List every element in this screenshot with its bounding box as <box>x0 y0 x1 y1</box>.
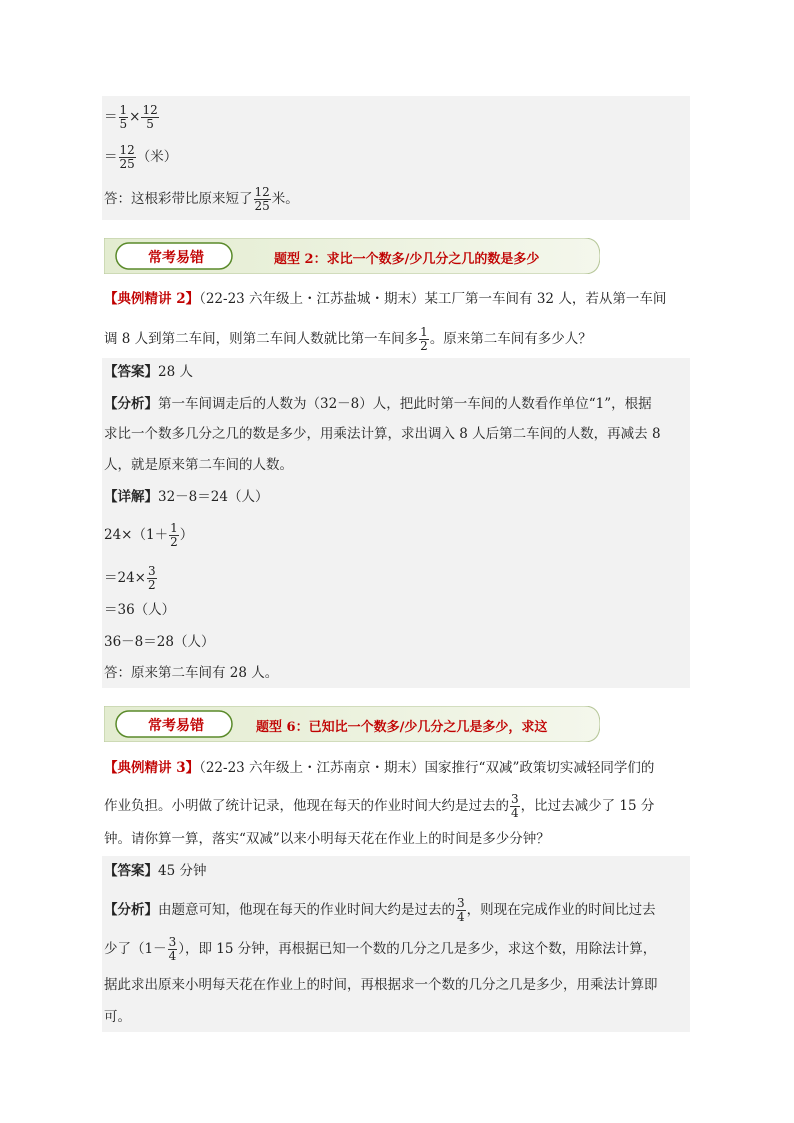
answer-row: 【答案】45 分钟 <box>104 863 207 879</box>
fraction: $\frac{12}{5}$ <box>142 103 158 131</box>
fraction: $\frac{3}{4}$ <box>511 792 519 820</box>
analysis-row-1: 【分析】第一车间调走后的人数为（32－8）人，把此时第一车间的人数看作单位“1”，根据 <box>104 396 652 412</box>
analysis-row-4: 可。 <box>104 1009 131 1025</box>
analysis-row-2: 求比一个数多几分之几的数是多少，用乘法计算，求出调入 8 人后第二车间的人数，再减去 8 <box>104 426 661 442</box>
fraction: $\frac{1}{2}$ <box>170 521 178 549</box>
fraction: $\frac{12}{25}$ <box>119 143 135 171</box>
banner-pill-label: 常考易错 <box>148 250 204 266</box>
banner-title: 题型 2：求比一个数多/少几分之几的数是多少 <box>274 252 540 267</box>
analysis-row-2: 少了（1－ $\frac{3}{4}$ ），即 15 分钟，再根据已知一个数的几分之几是多少，求这个数，用除法计算， <box>104 935 657 963</box>
detail-row-2: 24×（1＋ $\frac{1}{2}$ ） <box>104 521 194 549</box>
detail-row-4: ＝36（人） <box>104 602 176 618</box>
fraction: $\frac{3}{4}$ <box>168 935 177 963</box>
example-3-line-2: 作业负担。小明做了统计记录，他现在每天的作业时间大约是过去的 $\frac{3}{4}$ ，比过去减少了 15 分 <box>104 792 655 820</box>
answer-line-1: 答：这根彩带比原来短了 $\frac{12}{25}$ 米。 <box>104 185 299 213</box>
section-banner-2 <box>104 706 600 742</box>
example-2-line-2: 调 8 人到第二车间，则第二车间人数就比第一车间多 $\frac{1}{2}$ 。原来第二车间有多少人？ <box>104 325 592 353</box>
final-answer-row: 答：原来第二车间有 28 人。 <box>104 665 279 681</box>
fraction: $\frac{1}{2}$ <box>420 325 428 353</box>
fraction: $\frac{12}{25}$ <box>254 185 270 213</box>
detail-row-1: 【详解】32－8＝24（人） <box>104 489 269 505</box>
section-banner-1 <box>104 238 600 274</box>
example-2-line-1: 【典例精讲 2】（22-23 六年级上・江苏盐城・期末）某工厂第一车间有 32 人，若从第一车间 <box>104 291 667 307</box>
banner-title: 题型 6：已知比一个数多/少几分之几是多少，求这 <box>256 720 548 735</box>
calc-line-2: ＝ $\frac{12}{25}$ （米） <box>104 143 178 171</box>
fraction: $\frac{3}{4}$ <box>457 896 465 924</box>
detail-row-3: ＝24× $\frac{3}{2}$ <box>104 564 156 592</box>
fraction: $\frac{3}{2}$ <box>148 564 156 592</box>
calc-line-1: ＝ $\frac{1}{5}$ × $\frac{12}{5}$ <box>104 103 158 131</box>
detail-row-5: 36－8＝28（人） <box>104 634 215 650</box>
analysis-row-3: 人，就是原来第二车间的人数。 <box>104 457 293 473</box>
answer-row: 【答案】28 人 <box>104 364 193 380</box>
banner-pill-label: 常考易错 <box>148 718 204 734</box>
analysis-row-1: 【分析】由题意可知，他现在每天的作业时间大约是过去的 $\frac{3}{4}$ ，则现在完成作业的时间比过去 <box>104 896 656 924</box>
example-3-line-3: 钟。请你算一算，落实“双减”以来小明每天花在作业上的时间是多少分钟？ <box>104 831 550 847</box>
analysis-row-3: 据此求出原来小明每天花在作业上的时间，再根据求一个数的几分之几是多少，用乘法计算即 <box>104 977 658 993</box>
example-3-line-1: 【典例精讲 3】（22-23 六年级上・江苏南京・期末）国家推行“双减”政策切实减轻同学们的 <box>104 760 655 776</box>
fraction: $\frac{1}{5}$ <box>119 103 128 131</box>
